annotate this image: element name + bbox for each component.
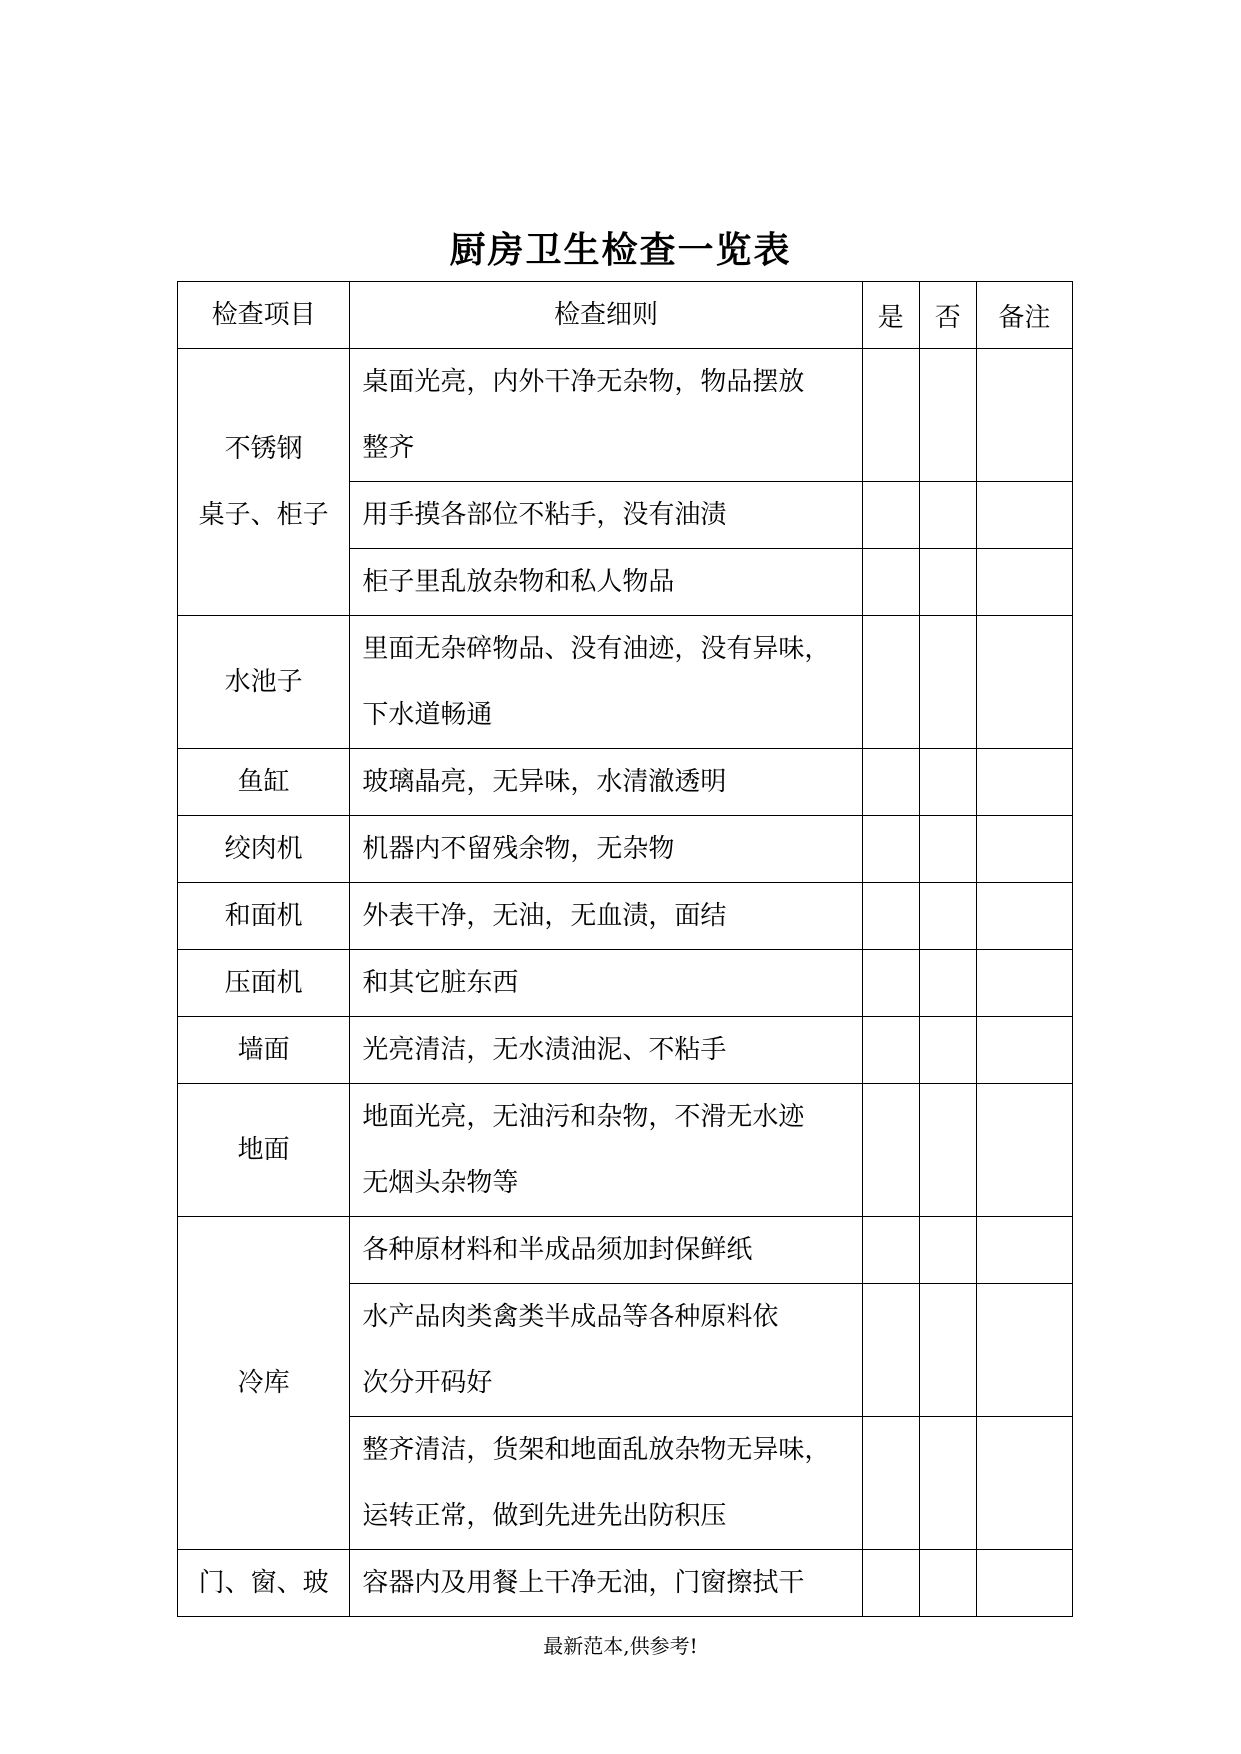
table-row	[178, 616, 1073, 749]
note-cell[interactable]	[976, 749, 1072, 816]
item-cell: 墙面	[178, 1017, 350, 1084]
table-row	[178, 1217, 1073, 1284]
note-cell[interactable]	[976, 616, 1072, 749]
page-title: 厨房卫生检查一览表	[449, 229, 792, 271]
yes-cell[interactable]	[862, 549, 919, 616]
table-header-row	[178, 282, 1073, 349]
rule-cell: 用手摸各部位不粘手，没有油渍	[350, 482, 862, 549]
yes-cell[interactable]	[862, 816, 919, 883]
note-cell[interactable]	[976, 1417, 1072, 1550]
header-yes: 是	[862, 282, 919, 349]
table-row	[178, 1017, 1073, 1084]
note-cell[interactable]	[976, 883, 1072, 950]
rule-cell: 各种原材料和半成品须加封保鲜纸	[350, 1217, 862, 1284]
no-cell[interactable]	[919, 1550, 976, 1617]
yes-cell[interactable]	[862, 1084, 919, 1217]
no-cell[interactable]	[919, 1284, 976, 1417]
item-cell: 绞肉机	[178, 816, 350, 883]
header-rule: 检查细则	[350, 282, 862, 349]
note-cell[interactable]	[976, 549, 1072, 616]
no-cell[interactable]	[919, 749, 976, 816]
rule-cell: 柜子里乱放杂物和私人物品	[350, 549, 862, 616]
yes-cell[interactable]	[862, 950, 919, 1017]
table-row	[178, 349, 1073, 482]
note-cell[interactable]	[976, 1284, 1072, 1417]
no-cell[interactable]	[919, 482, 976, 549]
rule-cell: 容器内及用餐上干净无油，门窗擦拭干	[350, 1550, 862, 1617]
yes-cell[interactable]	[862, 1017, 919, 1084]
item-cell: 冷库	[178, 1217, 350, 1550]
note-cell[interactable]	[976, 1550, 1072, 1617]
note-cell[interactable]	[976, 1084, 1072, 1217]
no-cell[interactable]	[919, 1084, 976, 1217]
note-cell[interactable]	[976, 1217, 1072, 1284]
note-cell[interactable]	[976, 816, 1072, 883]
yes-cell[interactable]	[862, 482, 919, 549]
yes-cell[interactable]	[862, 1550, 919, 1617]
rule-cell: 桌面光亮，内外干净无杂物，物品摆放 整齐	[350, 349, 862, 482]
no-cell[interactable]	[919, 1417, 976, 1550]
yes-cell[interactable]	[862, 1417, 919, 1550]
table-row	[178, 950, 1073, 1017]
rule-cell: 机器内不留残余物，无杂物	[350, 816, 862, 883]
header-item: 检查项目	[178, 282, 350, 349]
yes-cell[interactable]	[862, 883, 919, 950]
footer-note: 最新范本,供参考!	[543, 1634, 698, 1658]
rule-cell: 水产品肉类禽类半成品等各种原料依 次分开码好	[350, 1284, 862, 1417]
table-row	[178, 883, 1073, 950]
table-row	[178, 816, 1073, 883]
item-cell: 水池子	[178, 616, 350, 749]
item-cell: 门、窗、玻	[178, 1550, 350, 1617]
rule-cell: 和其它脏东西	[350, 950, 862, 1017]
rule-cell: 外表干净，无油，无血渍，面结	[350, 883, 862, 950]
no-cell[interactable]	[919, 1017, 976, 1084]
rule-cell: 地面光亮，无油污和杂物，不滑无水迹 无烟头杂物等	[350, 1084, 862, 1217]
yes-cell[interactable]	[862, 616, 919, 749]
yes-cell[interactable]	[862, 749, 919, 816]
no-cell[interactable]	[919, 816, 976, 883]
no-cell[interactable]	[919, 1217, 976, 1284]
header-note: 备注	[976, 282, 1072, 349]
rule-cell: 里面无杂碎物品、没有油迹，没有异味， 下水道畅通	[350, 616, 862, 749]
item-cell: 和面机	[178, 883, 350, 950]
item-cell: 压面机	[178, 950, 350, 1017]
no-cell[interactable]	[919, 349, 976, 482]
header-no: 否	[919, 282, 976, 349]
no-cell[interactable]	[919, 616, 976, 749]
note-cell[interactable]	[976, 1017, 1072, 1084]
item-cell: 鱼缸	[178, 749, 350, 816]
yes-cell[interactable]	[862, 349, 919, 482]
checklist-table	[177, 281, 1073, 1617]
note-cell[interactable]	[976, 482, 1072, 549]
yes-cell[interactable]	[862, 1284, 919, 1417]
no-cell[interactable]	[919, 883, 976, 950]
rule-cell: 光亮清洁，无水渍油泥、不粘手	[350, 1017, 862, 1084]
yes-cell[interactable]	[862, 1217, 919, 1284]
table-row	[178, 1550, 1073, 1617]
rule-cell: 玻璃晶亮，无异味，水清澈透明	[350, 749, 862, 816]
note-cell[interactable]	[976, 950, 1072, 1017]
table-row	[178, 1084, 1073, 1217]
no-cell[interactable]	[919, 549, 976, 616]
note-cell[interactable]	[976, 349, 1072, 482]
item-cell: 地面	[178, 1084, 350, 1217]
rule-cell: 整齐清洁，货架和地面乱放杂物无异味， 运转正常，做到先进先出防积压	[350, 1417, 862, 1550]
item-cell: 不锈钢 桌子、柜子	[178, 349, 350, 616]
no-cell[interactable]	[919, 950, 976, 1017]
table-row	[178, 749, 1073, 816]
